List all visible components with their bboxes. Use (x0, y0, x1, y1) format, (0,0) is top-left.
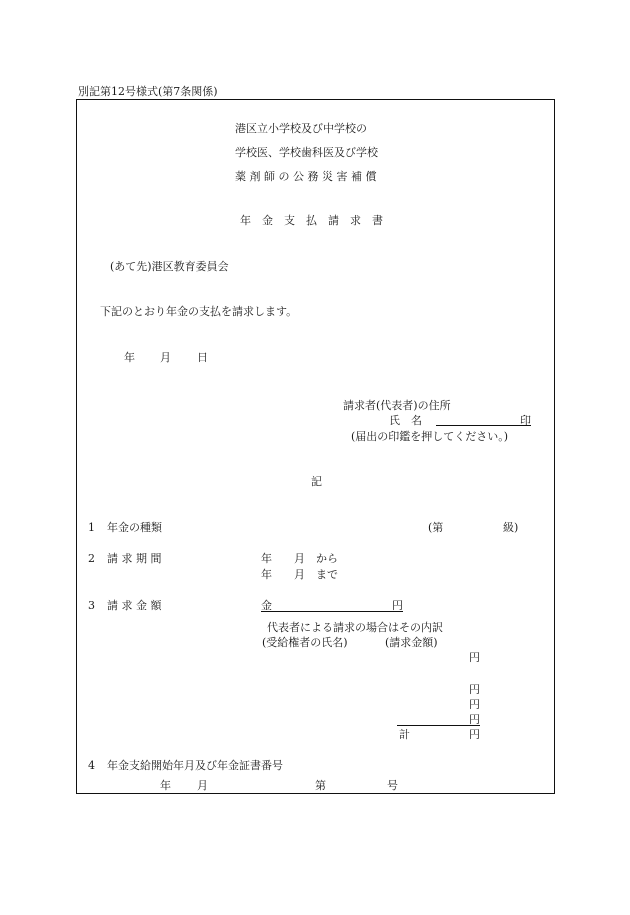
item1-grade-close: 級) (503, 521, 519, 534)
claimant-name-label: 氏 名 (389, 414, 422, 427)
form-number-label: 別記第12号様式(第7条関係) (78, 85, 218, 98)
breakdown-col-amount: (請求金額) (385, 636, 438, 649)
item1-number: 1 (88, 521, 95, 534)
breakdown-yen-1: 円 (469, 651, 480, 664)
item2-from: 年 月 から (261, 552, 338, 565)
item2-label: 請 求 期 間 (107, 552, 162, 565)
breakdown-yen-2: 円 (469, 683, 480, 696)
title-line-1: 港区立小学校及び中学校の (235, 122, 367, 135)
claimant-address-label: 請求者(代表者)の住所 (343, 399, 451, 412)
ki-heading: 記 (311, 475, 322, 488)
breakdown-total-line (397, 725, 480, 726)
breakdown-yen-4: 円 (469, 713, 480, 726)
breakdown-col-name: (受給権者の氏名) (262, 636, 348, 649)
breakdown-total-yen: 円 (469, 728, 480, 741)
date-month-label: 月 (160, 351, 171, 364)
seal-label: 印 (520, 414, 531, 427)
form-frame (76, 99, 555, 794)
item3-number: 3 (88, 599, 95, 612)
addressee: (あて先)港区教育委員会 (110, 260, 229, 273)
claimant-name-line (436, 425, 531, 426)
item4-go-label: 号 (387, 779, 398, 792)
intro-text: 下記のとおり年金の支払を請求します。 (100, 305, 298, 318)
item4-number: 4 (88, 759, 95, 772)
item2-number: 2 (88, 552, 95, 565)
date-day-label: 日 (197, 351, 208, 364)
breakdown-title: 代表者による請求の場合はその内訳 (267, 621, 443, 634)
item4-month-label: 月 (197, 779, 208, 792)
breakdown-total-label: 計 (399, 728, 410, 741)
title-line-2: 学校医、学校歯科医及び学校 (235, 146, 378, 159)
item1-grade-open: (第 (428, 521, 444, 534)
amount-underline (261, 611, 403, 612)
date-year-label: 年 (124, 351, 135, 364)
breakdown-yen-3: 円 (469, 698, 480, 711)
item4-year-label: 年 (160, 779, 171, 792)
amount-kin-label: 金 (261, 599, 272, 612)
title-line-3: 薬 剤 師 の 公 務 災 害 補 償 (235, 170, 377, 183)
item4-label: 年金支給開始年月及び年金証書番号 (107, 759, 283, 772)
item4-dai-label: 第 (315, 779, 326, 792)
item1-label: 年金の種類 (107, 521, 162, 534)
item3-label: 請 求 金 額 (107, 599, 162, 612)
amount-yen-label: 円 (392, 599, 403, 612)
item2-to: 年 月 まで (261, 568, 338, 581)
document-title: 年 金 支 払 請 求 書 (240, 214, 383, 227)
seal-note: (届出の印鑑を押してください。) (351, 430, 509, 443)
